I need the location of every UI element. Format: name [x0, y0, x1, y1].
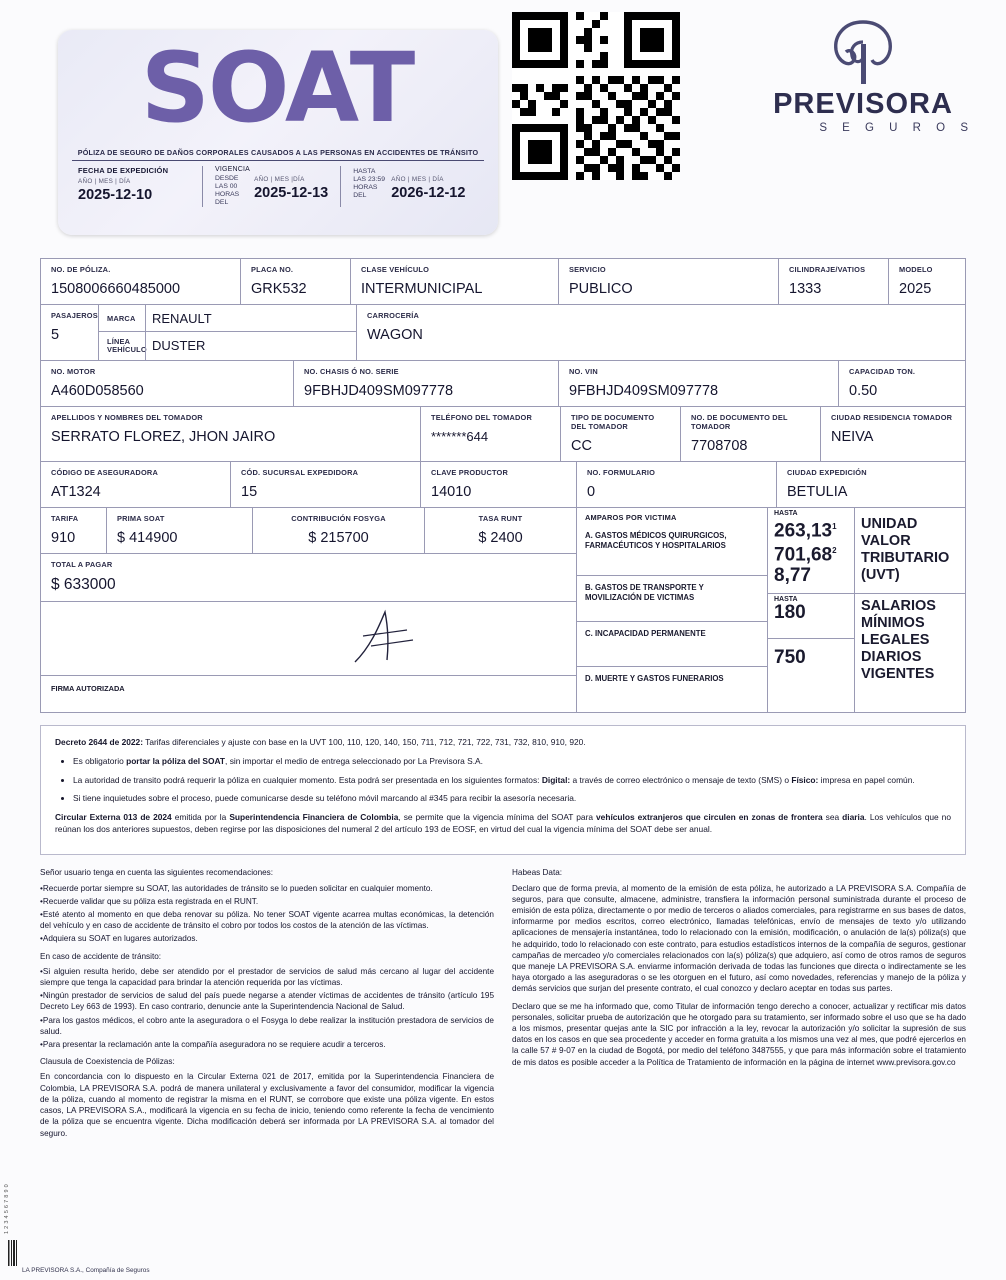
vigencia-block [209, 166, 334, 207]
field-label: CARROCERÍA [367, 311, 420, 320]
signature-line [41, 675, 576, 676]
field-total [41, 554, 576, 601]
field-num-documento [681, 407, 821, 461]
hasta-label-uvt: HASTA [774, 510, 798, 517]
habeas-heading: Habeas Data: [512, 868, 563, 878]
field-telefono [421, 407, 561, 461]
field-label: NO. MOTOR [51, 367, 96, 376]
field-pasajeros [41, 305, 99, 360]
recommendation-item: •Adquiera su SOAT en lugares autorizados. [40, 934, 198, 944]
field-label: MARCA [107, 313, 136, 323]
field-label: CIUDAD EXPEDICIÓN [787, 468, 867, 477]
desde-value: 2025-12-13 [254, 185, 329, 201]
recommendation-item: •Recuerde portar siempre su SOAT, las autoridades de tránsito se lo pueden solicitar en cualquier momento. [40, 883, 433, 893]
field-value: 0 [587, 484, 596, 500]
habeas-paragraph-1: Declaro que de forma previa, al momento de la emisión de esta póliza, he autorizado a LA PREVISORA S.A. Compañía de seguros, para que consulte, almacene, administre, transfiera la información personal suministrada durante el proceso de emisión de esta póliza, directamente o por medio de terceros o aliados comerciales, para registrarme en sus bases de datos, informarme por medios escritos, correo electrónico, llamadas telefónicas, envío de mensajes de texto y/o utilizando aplicaciones de mensajería instantánea, todo lo relacionado con la emisión, modificación, o anulación de la(s) póliza(s) que he adquirido, todo lo relacionado con este contrato, para estudios estadísticos internos de la compañía de seguros, gestionar campañas de mercadeo y/o comerciales relacionados con la(s) póliza(s) que adquiero, así como de otros ramos de seguros que maneje LA PREVISORA S.A. enviarme información derivada de todas las funciones que directa o indirectamente se les haya otorgado a las aseguradoras o se les otorguen en el futuro, así como novedades, referencias y manejo de la póliza y demás servicios que surjan del presente contrato, el cual conozco y declaro aceptar en todas sus partes. [512, 883, 966, 994]
field-ciudad-residencia [821, 407, 965, 461]
coverage-values [767, 508, 855, 712]
divider [340, 166, 341, 207]
field-label: PRIMA SOAT [117, 514, 165, 523]
coverage-units [855, 508, 965, 712]
soat-divider [72, 160, 484, 161]
field-value: 1333 [789, 281, 822, 297]
desde-columns: AÑO | MES |DÍA [254, 176, 305, 183]
field-value: A460D058560 [51, 383, 144, 399]
clausula-text: En concordancia con lo dispuesto en la Circular Externa 021 de 2017, emitida por la Superintendencia Financiera de Colombia, LA PREVISORA S.A. podrá de manera unilateral y exclusivamente a favor del consumidor, modificar la vigencia de la póliza, cuando al momento de registrar la misma en el RUNT, se corrobore que existe una póliza vigente. En estos casos, LA PREVISORA S.A., modificará la vigencia en su fecha de inicio, teniendo como referente la fecha de vencimiento de la póliza que se encuentra vigente. Dicha modificación deberá ser informada por LA PREVISORA S.A. al tomador del seguro. [40, 1072, 494, 1138]
brand-logo [748, 14, 978, 134]
field-capacidad [839, 361, 965, 406]
soat-subtitle: PÓLIZA DE SEGURO DE DAÑOS CORPORALES CAUSADOS A LAS PERSONAS EN ACCIDENTES DE TRÁNSITO [77, 148, 479, 157]
field-label: CÓD. SUCURSAL EXPEDIDORA [241, 468, 359, 477]
field-value: 7708708 [691, 438, 748, 454]
uvt-value-b: 8,77 [774, 564, 811, 586]
uvt-value-a2: 701,68$^2$ [774, 544, 837, 566]
field-tarifa [41, 508, 107, 553]
field-label: PASAJEROS [51, 311, 98, 320]
recommendation-item: •Recuerde validar que su póliza esta registrada en el RUNT. [40, 896, 259, 906]
field-value: BETULIA [787, 484, 848, 500]
expedicion-label: FECHA DE EXPEDICIÓN [78, 166, 169, 175]
field-ciudad-expedicion [777, 462, 965, 507]
field-formulario [577, 462, 777, 507]
row-vehicle [41, 305, 965, 361]
field-label: NO. DE PÓLIZA. [51, 265, 111, 274]
field-clase-vehiculo [351, 259, 559, 304]
field-chasis [294, 361, 559, 406]
field-value: NEIVA [831, 429, 874, 445]
field-modelo [889, 259, 965, 304]
field-label: TIPO DE DOCUMENTO DEL TOMADOR [571, 413, 655, 431]
field-value: SERRATO FLOREZ, JHON JAIRO [51, 429, 276, 445]
field-value: 5 [51, 327, 60, 343]
barcode-icon [8, 1240, 18, 1266]
field-tipo-documento [561, 407, 681, 461]
field-label: TELÉFONO DEL TOMADOR [431, 413, 533, 422]
divider [202, 166, 203, 207]
decreto-paragraph [55, 736, 951, 748]
dates-block [72, 166, 488, 207]
brand-name: PREVISORA [773, 88, 953, 120]
legal-notes [40, 725, 966, 855]
legal-bullets [55, 755, 951, 804]
field-label: SERVICIO [569, 265, 606, 274]
row-identifiers [41, 361, 965, 407]
circular-paragraph: Circular Externa 013 de 2024 emitida por la Superintendencia Financiera de Colombia, se permite que la vigencia mínima del SOAT para vehículos extranjeros que circulen en zonas de frontera sea diaria. Los vehículos que no reúnan los dos anteriores supuestos, deben regirse por las disposiciones del numeral 2 del artículo 193 de EOSF, en virtud del cual la vigencia mínima del SOAT debe ser anual. [55, 811, 951, 835]
coverage-block [577, 508, 965, 712]
soat-wordmark: SOAT [140, 32, 414, 144]
soat-card [58, 30, 498, 235]
field-value: 14010 [431, 484, 472, 500]
field-value: 2025 [899, 281, 932, 297]
hasta-block [347, 166, 471, 207]
hasta-value: 2026-12-12 [391, 185, 466, 201]
hasta-columns: AÑO | MES | DÍA [391, 176, 444, 183]
side-reference-code: 1 2 3 4 5 6 7 8 9 0 [4, 1183, 10, 1234]
field-marca-linea [99, 305, 357, 360]
legal-bullet: • La autoridad de transito podrá requerir la póliza en cualquier momento. Esta podrá ser presentada en los siguientes formatos: Digital: a través de correo electrónico o mensaje de texto (SMS) o Físico: impresa en papel común. [73, 774, 951, 786]
field-value: $ 215700 [308, 530, 369, 546]
field-value: 9FBHJD409SM097778 [304, 383, 454, 399]
field-label: CÓDIGO DE ASEGURADORA [51, 468, 158, 477]
uvt-value-a1: 263,13$^1$ [774, 520, 837, 542]
coverage-item-d: D. MUERTE Y GASTOS FUNERARIOS [585, 674, 724, 683]
field-label: LÍNEA VEHÍCULO [107, 337, 147, 354]
field-value: 9FBHJD409SM097778 [569, 383, 719, 399]
expedicion-columns: AÑO | MES | DÍA [78, 178, 131, 185]
field-servicio [559, 259, 779, 304]
field-poliza [41, 259, 241, 304]
field-prima [107, 508, 253, 553]
clausula-heading: Clausula de Coexistencia de Pólizas: [40, 1057, 175, 1067]
smldv-value-c: 180 [774, 602, 806, 623]
field-cod-aseguradora [41, 462, 231, 507]
field-value: 0.50 [849, 383, 878, 399]
field-value: WAGON [367, 327, 423, 343]
document-header [0, 0, 1006, 258]
amounts-section [41, 508, 965, 712]
field-label: PLACA NO. [251, 265, 294, 274]
field-value: 910 [51, 530, 76, 546]
field-label: CLASE VEHÍCULO [361, 265, 430, 274]
qr-code [512, 12, 680, 180]
smldv-label: SALARIOS MÍNIMOS LEGALES DIARIOS VIGENTES [861, 598, 936, 682]
decreto-text: Tarifas diferenciales y ajuste con base en la UVT 100, 110, 120, 140, 150, 711, 712, 721, 722, 731, 732, 810, 910, 920. [143, 737, 586, 747]
recommendation-item: •Esté atento al momento en que deba renovar su póliza. No tener SOAT vigente acarrea multas económicas, la detención del vehículo y en caso de accidente de tránsito el cobro por todos los costos de la atención de las víctimas. [40, 910, 494, 931]
field-label: CLAVE PRODUCTOR [431, 468, 509, 477]
hasta-label: HASTA LAS 23:59 HORAS DEL [353, 168, 385, 199]
field-label: TARIFA [51, 514, 79, 523]
tree-icon [748, 14, 978, 88]
coverage-item-c: C. INCAPACIDAD PERMANENTE [577, 622, 767, 667]
field-value: DUSTER [145, 332, 356, 360]
row-premium [41, 508, 576, 554]
field-value: 15 [241, 484, 258, 500]
field-value: CC [571, 438, 592, 454]
coverage-item-b: B. GASTOS DE TRANSPORTE Y MOVILIZACIÓN DE VICTIMAS [577, 576, 767, 622]
footer-company: LA PREVISORA S.A., Compañía de Seguros [22, 1267, 150, 1274]
coverage-item-a: A. GASTOS MÉDICOS QUIRURGICOS, FARMACÉUTICOS Y HOSPITALARIOS [577, 524, 767, 576]
accident-item: •Si alguien resulta herido, debe ser atendido por el prestador de servicios de salud más cercano al lugar del accidente siempre que tenga la capacidad para brindar la atención requerida por las víctimas. [40, 966, 494, 988]
accident-heading: En caso de accidente de tránsito: [40, 951, 162, 961]
habeas-data-column [512, 867, 966, 1140]
field-value: PUBLICO [569, 281, 633, 297]
field-label: TOTAL A PAGAR [51, 560, 113, 569]
premium-block [41, 508, 577, 712]
recommendations-column [40, 867, 494, 1140]
recommendations-heading: Señor usuario tenga en cuenta las siguientes recomendaciones: [40, 868, 274, 878]
field-label: NO. CHASIS Ó NO. SERIE [304, 367, 399, 376]
hasta-label-smldv: HASTA [774, 596, 798, 603]
policy-fields-grid [40, 258, 966, 713]
field-vin [559, 361, 839, 406]
unidad-uvt-label: UNIDAD VALOR TRIBUTARIO (UVT) [855, 508, 965, 594]
decreto-label: Decreto 2644 de 2022: [55, 737, 143, 747]
field-label: NO. VIN [569, 367, 598, 376]
row-tomador [41, 407, 965, 462]
row-total [41, 554, 576, 602]
accident-item: •Para los gastos médicos, el cobro ante la aseguradora o el Fosyga lo debe realizar la institución prestadora de servicios de salud. [40, 1015, 494, 1036]
field-tasa-runt [425, 508, 576, 553]
coverage-title: AMPAROS POR VICTIMA [585, 513, 677, 522]
signature-label: FIRMA AUTORIZADA [51, 684, 125, 693]
field-value: GRK532 [251, 281, 307, 297]
field-cod-sucursal [231, 462, 421, 507]
signature-mark [341, 606, 441, 668]
field-value: *******644 [431, 429, 489, 444]
field-tomador [41, 407, 421, 461]
field-value: INTERMUNICIPAL [361, 281, 483, 297]
legal-bullet: • Es obligatorio portar la póliza del SOAT, sin importar el medio de entrega seleccionado por La Previsora S.A. [73, 755, 951, 767]
field-fosyga [253, 508, 425, 553]
accident-item: •Para presentar la reclamación ante la compañía aseguradora no se requiere acudir a terceros. [40, 1040, 386, 1050]
field-label: APELLIDOS Y NOMBRES DEL TOMADOR [51, 413, 203, 422]
field-value: AT1324 [51, 484, 101, 500]
field-label: TASA RUNT [478, 514, 523, 523]
field-value: RENAULT [145, 305, 356, 332]
field-carroceria [357, 305, 965, 360]
field-value: $ 414900 [117, 530, 178, 546]
accident-item: •Ningún prestador de servicios de salud del país puede negarse a atender víctimas de accidentes de tránsito (artículo 195 Decreto Ley 663 de 1993). En caso contrario, denuncie ante la Superintendencia Nacional de Salud. [40, 991, 494, 1012]
brand-subtitle: S E G U R O S [819, 122, 974, 134]
field-motor [41, 361, 294, 406]
field-label: CIUDAD RESIDENCIA TOMADOR [831, 413, 953, 422]
field-value: $ 633000 [51, 576, 116, 593]
row-signature [41, 602, 576, 698]
field-label: CONTRIBUCIÓN FOSYGA [291, 514, 386, 523]
row-codes [41, 462, 965, 508]
habeas-paragraph-2: Declaro que se me ha informado que, como Titular de información tengo derecho a conocer, actualizar y rectificar mis datos personales, solicitar prueba de autorización que he otorgado para su tratamiento, ser informado sobre el uso que se ha dado a los mismos, presentar quejas ante la SIC por infracción a la ley, revocar la autorización y/o solicitar la supresión de sus datos en los casos en que sea procedente y acceder en forma gratuita a los mismos una vez al mes, que podré ejercerlos en la calle 57 # 9-07 en la ciudad de Bogotá, por medio del teléfono 3487555, y que para más información sobre el tratamiento de mis datos es posible acceder a la Política de Tratamiento de información en la página de internet www.previsora.gov.co [512, 1001, 966, 1067]
vigencia-label: VIGENCIA [215, 166, 251, 173]
field-label: CILINDRAJE/VATIOS [789, 265, 866, 274]
field-label: NO. DE DOCUMENTO DEL TOMADOR [691, 413, 788, 431]
expedicion-value: 2025-12-10 [78, 187, 153, 203]
desde-label: DESDE LAS 00 HORAS DEL [215, 175, 240, 206]
expedicion-block [72, 166, 196, 207]
bottom-notes [40, 867, 966, 1140]
field-value: 1508006660485000 [51, 281, 181, 297]
field-label: MODELO [899, 265, 933, 274]
row-policy [41, 259, 965, 305]
field-value: $ 2400 [478, 530, 523, 546]
field-clave-productor [421, 462, 577, 507]
field-placa [241, 259, 351, 304]
smldv-value-d: 750 [774, 647, 806, 668]
field-cilindraje [779, 259, 889, 304]
field-label: NO. FORMULARIO [587, 468, 656, 477]
signature-area [41, 602, 576, 698]
field-label: CAPACIDAD TON. [849, 367, 916, 376]
legal-bullet: • Si tiene inquietudes sobre el proceso, puede comunicarse desde su teléfono móvil marcando al #345 para recibir la asesoría necesaria. [73, 792, 951, 804]
